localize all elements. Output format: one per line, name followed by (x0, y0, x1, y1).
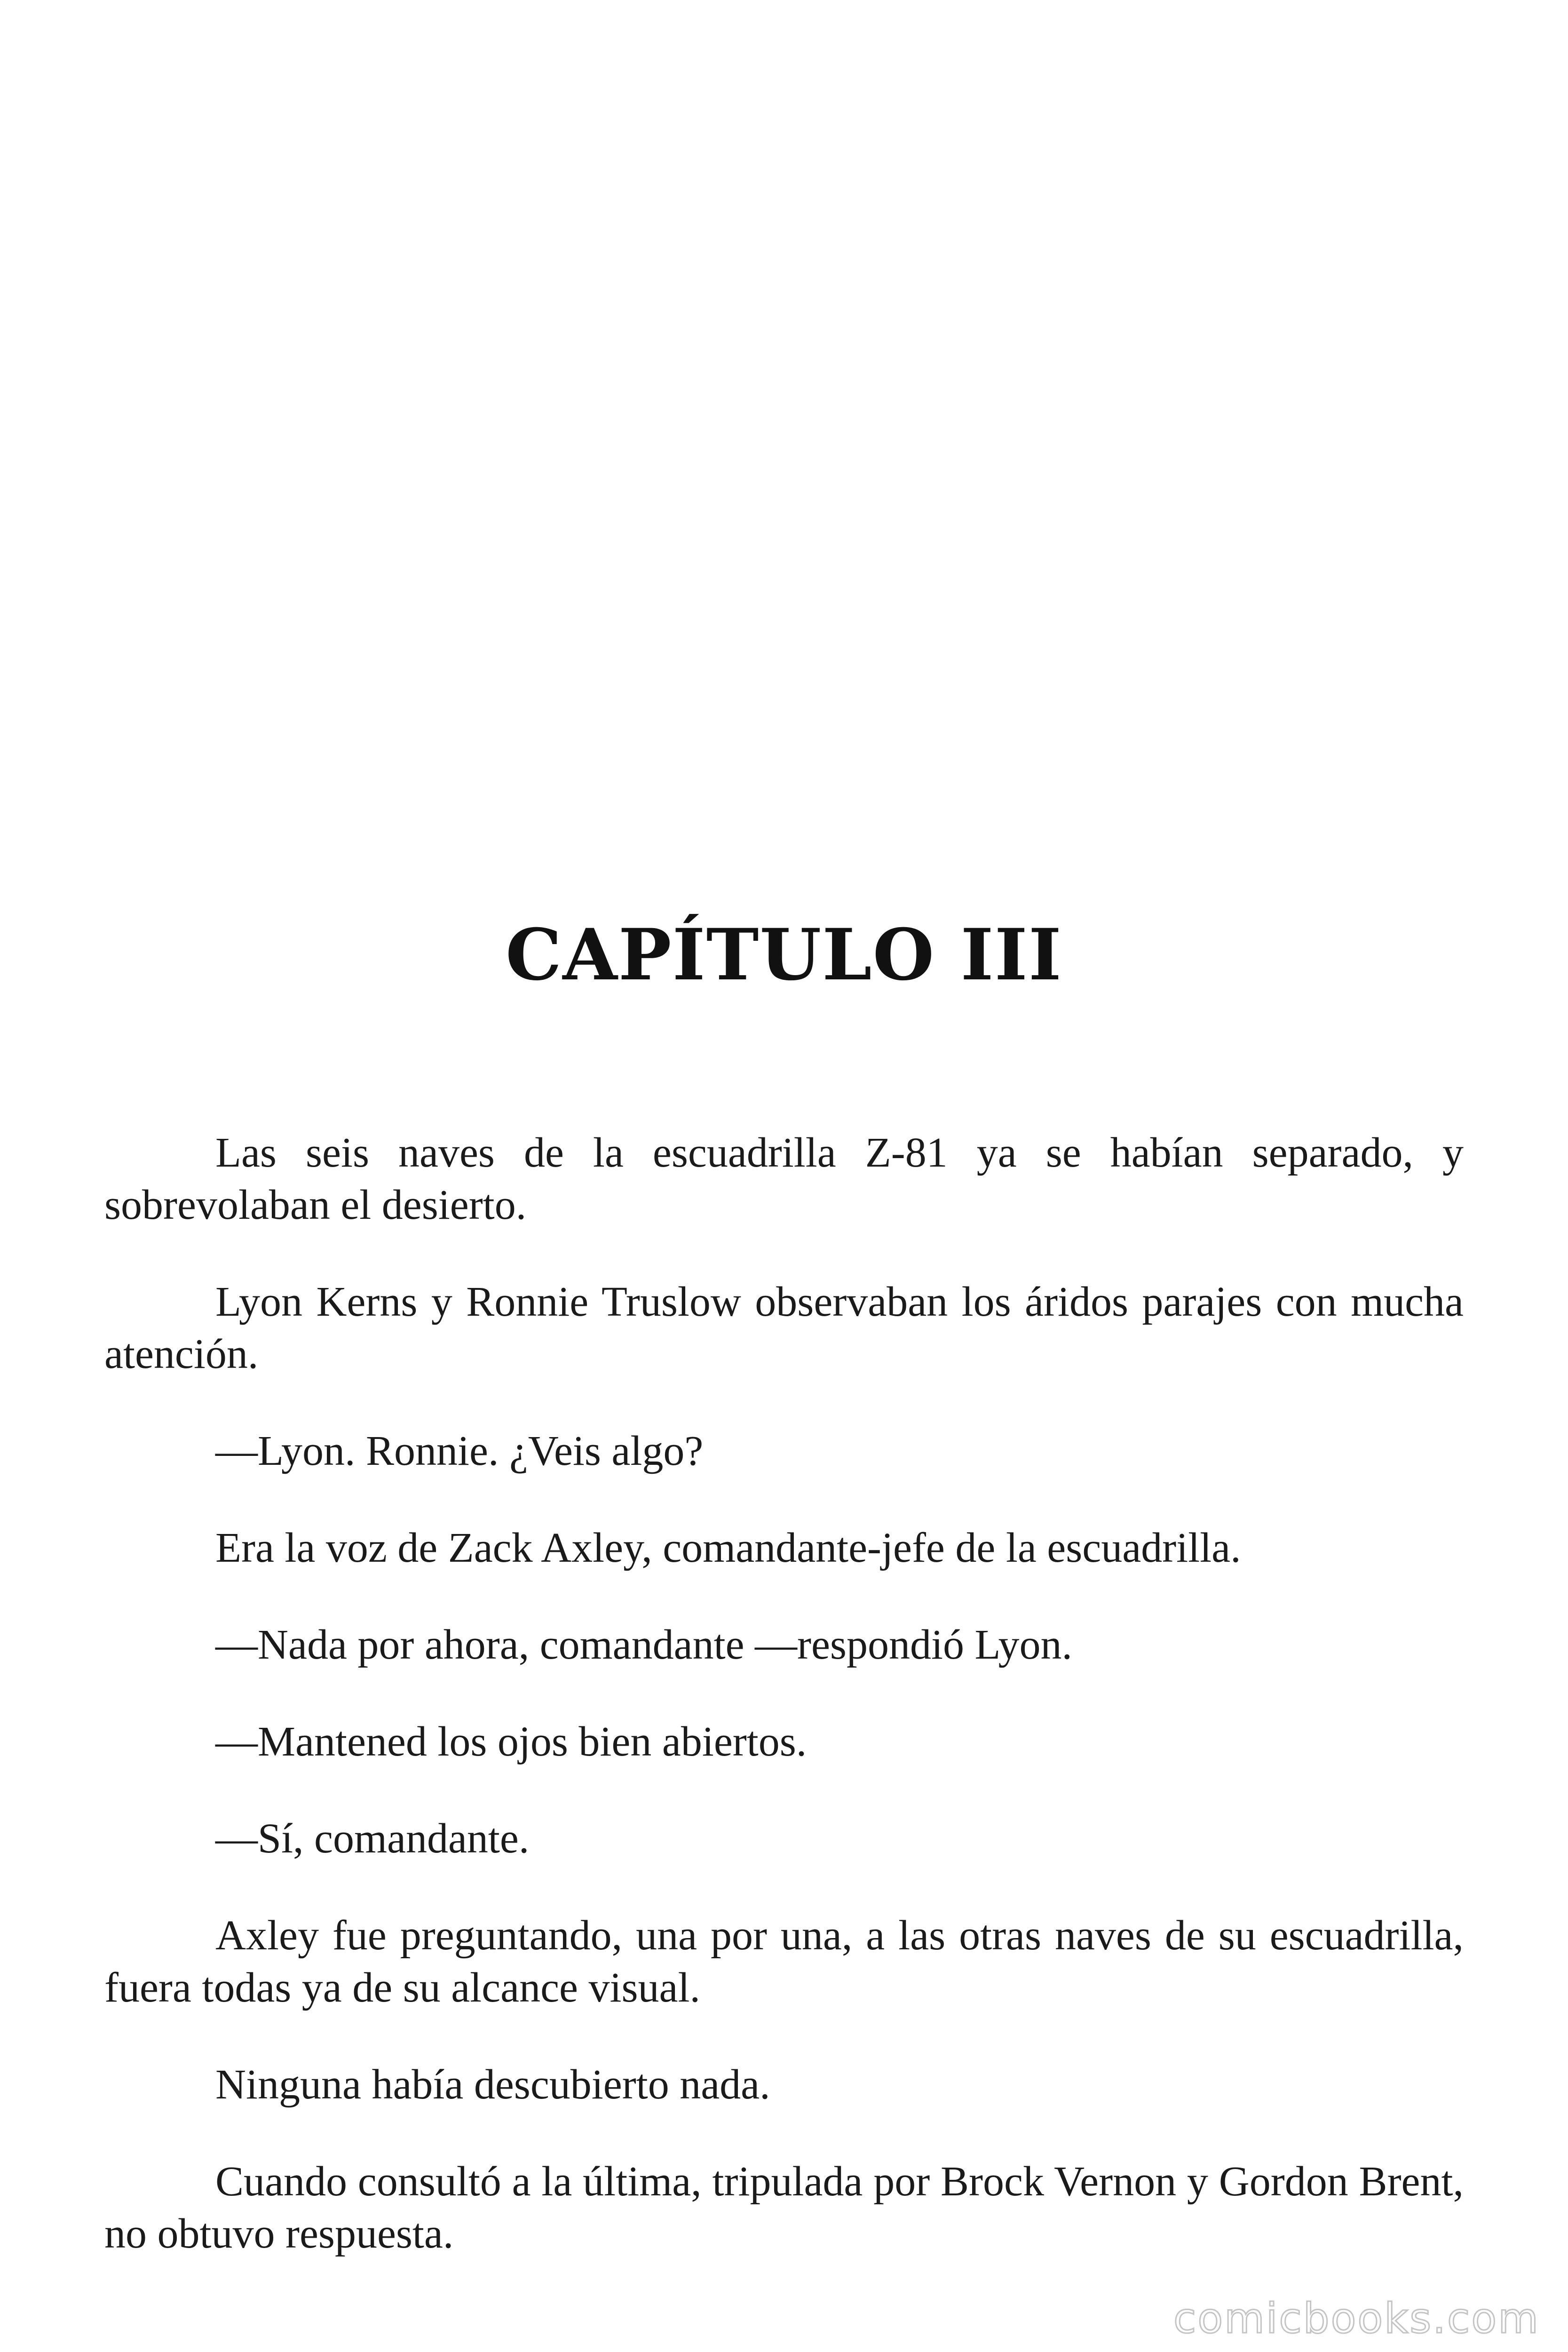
paragraph: Lyon Kerns y Ronnie Truslow observaban los áridos parajes con mucha atención. (104, 1279, 1464, 1377)
chapter-title: CAPÍTULO III (505, 914, 1062, 996)
paragraph: Era la voz de Zack Axley, comandante-jefe de la escuadrilla. (215, 1525, 1241, 1571)
paragraph: —Sí, comandante. (215, 1815, 530, 1862)
paragraph: Axley fue preguntando, una por una, a las otras naves de su escuadrilla, fuera todas ya de su alcance visual. (104, 1912, 1464, 2011)
paragraph: —Nada por ahora, comandante —respondió Lyon. (215, 1621, 1072, 1668)
watermark: comicbooks.com (1173, 2294, 1540, 2343)
paragraph: Cuando consultó a la última, tripulada por Brock Vernon y Gordon Brent, no obtuvo respuesta. (104, 2158, 1464, 2257)
paragraph: Ninguna había descubierto nada. (215, 2061, 770, 2108)
paragraph: Las seis naves de la escuadrilla Z-81 ya se habían separado, y sobrevolaban el desierto. (104, 1129, 1464, 1228)
paragraph: —Mantened los ojos bien abiertos. (215, 1718, 807, 1765)
paragraph: —Lyon. Ronnie. ¿Veis algo? (215, 1428, 704, 1474)
chapter-body (104, 1127, 1464, 2304)
